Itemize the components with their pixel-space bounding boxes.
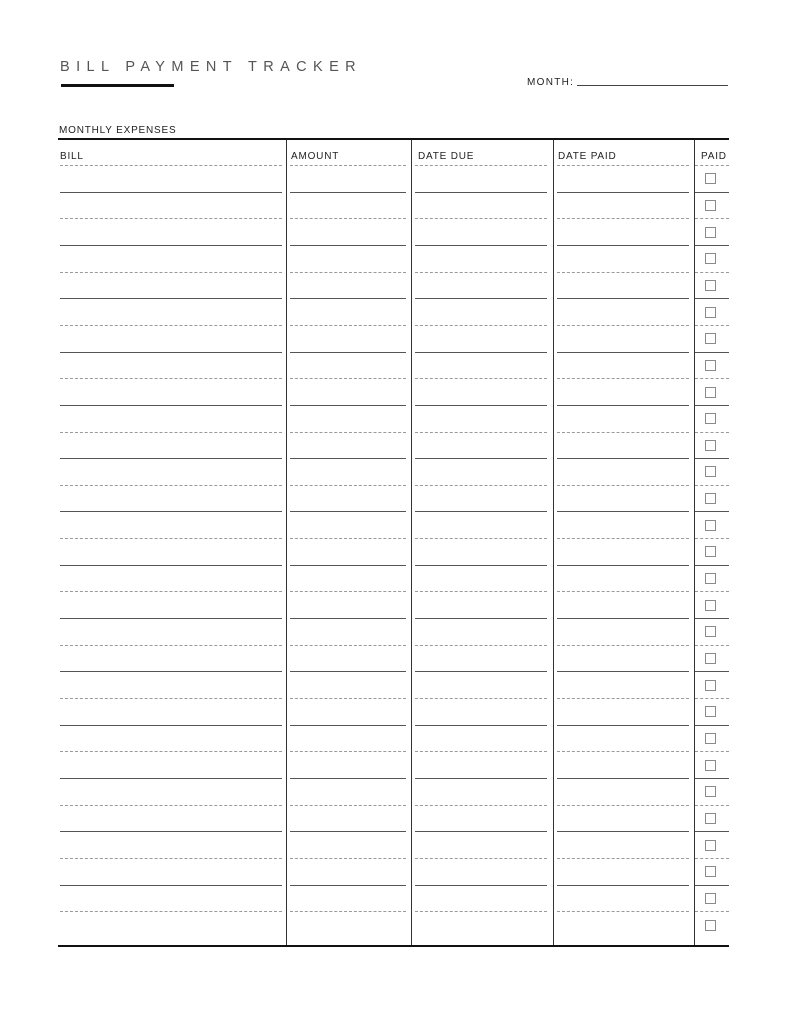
row-writing-line[interactable] — [60, 352, 282, 353]
paid-checkbox[interactable] — [705, 227, 716, 238]
row-dashed-rule — [415, 218, 547, 219]
row-writing-line[interactable] — [290, 618, 406, 619]
paid-column-rule — [695, 645, 729, 646]
row-writing-line[interactable] — [415, 618, 547, 619]
column-divider — [694, 140, 695, 945]
row-dashed-rule — [60, 698, 282, 699]
row-writing-line[interactable] — [60, 725, 282, 726]
row-dashed-rule — [60, 911, 282, 912]
title-underline — [61, 84, 174, 87]
column-divider — [553, 140, 554, 945]
paid-column-rule — [695, 378, 729, 379]
row-writing-line[interactable] — [557, 831, 689, 832]
row-dashed-rule — [415, 538, 547, 539]
paid-column-rule — [695, 405, 729, 406]
row-writing-line[interactable] — [60, 565, 282, 566]
row-dashed-rule — [415, 378, 547, 379]
row-dashed-rule — [290, 325, 406, 326]
row-dashed-rule — [290, 165, 406, 166]
row-dashed-rule — [557, 751, 689, 752]
row-dashed-rule — [415, 858, 547, 859]
paid-checkbox[interactable] — [705, 307, 716, 318]
row-dashed-rule — [290, 538, 406, 539]
row-dashed-rule — [60, 432, 282, 433]
row-writing-line[interactable] — [415, 778, 547, 779]
paid-column-rule — [695, 511, 729, 512]
row-writing-line[interactable] — [290, 778, 406, 779]
row-writing-line[interactable] — [557, 245, 689, 246]
paid-checkbox[interactable] — [705, 546, 716, 557]
row-dashed-rule — [60, 805, 282, 806]
row-dashed-rule — [557, 645, 689, 646]
paid-column-rule — [695, 831, 729, 832]
row-dashed-rule — [557, 325, 689, 326]
section-label: MONTHLY EXPENSES — [59, 125, 177, 136]
row-writing-line[interactable] — [557, 298, 689, 299]
row-dashed-rule — [290, 698, 406, 699]
row-dashed-rule — [557, 432, 689, 433]
paid-column-rule — [695, 245, 729, 246]
paid-column-rule — [695, 352, 729, 353]
paid-checkbox[interactable] — [705, 493, 716, 504]
paid-column-rule — [695, 325, 729, 326]
row-dashed-rule — [557, 378, 689, 379]
row-dashed-rule — [290, 911, 406, 912]
row-writing-line[interactable] — [557, 511, 689, 512]
paid-checkbox[interactable] — [705, 920, 716, 931]
row-dashed-rule — [415, 272, 547, 273]
row-writing-line[interactable] — [290, 458, 406, 459]
row-writing-line[interactable] — [290, 511, 406, 512]
row-dashed-rule — [60, 218, 282, 219]
row-dashed-rule — [290, 485, 406, 486]
row-writing-line[interactable] — [60, 671, 282, 672]
paid-column-rule — [695, 751, 729, 752]
row-writing-line[interactable] — [290, 831, 406, 832]
row-dashed-rule — [415, 645, 547, 646]
row-dashed-rule — [290, 218, 406, 219]
paid-checkbox[interactable] — [705, 813, 716, 824]
paid-column-rule — [695, 165, 729, 166]
row-writing-line[interactable] — [557, 565, 689, 566]
column-header-date-paid: DATE PAID — [558, 151, 617, 162]
expenses-table — [58, 138, 729, 947]
row-writing-line[interactable] — [290, 298, 406, 299]
row-writing-line[interactable] — [60, 458, 282, 459]
row-dashed-rule — [415, 432, 547, 433]
paid-checkbox[interactable] — [705, 733, 716, 744]
row-writing-line[interactable] — [415, 458, 547, 459]
column-header-paid: PAID — [701, 151, 727, 162]
paid-column-rule — [695, 671, 729, 672]
row-dashed-rule — [60, 272, 282, 273]
row-dashed-rule — [290, 645, 406, 646]
paid-checkbox[interactable] — [705, 840, 716, 851]
row-writing-line[interactable] — [290, 405, 406, 406]
row-dashed-rule — [290, 272, 406, 273]
column-header-date-due: DATE DUE — [418, 151, 475, 162]
row-dashed-rule — [60, 485, 282, 486]
paid-checkbox[interactable] — [705, 786, 716, 797]
row-dashed-rule — [557, 272, 689, 273]
paid-column-rule — [695, 565, 729, 566]
paid-column-rule — [695, 591, 729, 592]
row-writing-line[interactable] — [557, 778, 689, 779]
row-dashed-rule — [60, 858, 282, 859]
paid-column-rule — [695, 618, 729, 619]
paid-checkbox[interactable] — [705, 600, 716, 611]
table-top-rule — [58, 138, 729, 140]
row-dashed-rule — [557, 165, 689, 166]
row-writing-line[interactable] — [290, 671, 406, 672]
paid-column-rule — [695, 458, 729, 459]
row-dashed-rule — [290, 378, 406, 379]
paid-checkbox[interactable] — [705, 440, 716, 451]
row-writing-line[interactable] — [415, 831, 547, 832]
row-writing-line[interactable] — [415, 352, 547, 353]
row-writing-line[interactable] — [60, 885, 282, 886]
paid-checkbox[interactable] — [705, 466, 716, 477]
row-dashed-rule — [60, 751, 282, 752]
row-writing-line[interactable] — [290, 192, 406, 193]
row-writing-line[interactable] — [557, 405, 689, 406]
row-dashed-rule — [415, 911, 547, 912]
paid-column-rule — [695, 805, 729, 806]
paid-column-rule — [695, 272, 729, 273]
row-dashed-rule — [557, 538, 689, 539]
paid-column-rule — [695, 885, 729, 886]
row-dashed-rule — [290, 591, 406, 592]
row-writing-line[interactable] — [415, 298, 547, 299]
paid-checkbox[interactable] — [705, 280, 716, 291]
row-writing-line[interactable] — [557, 192, 689, 193]
row-dashed-rule — [415, 751, 547, 752]
row-dashed-rule — [60, 591, 282, 592]
paid-checkbox[interactable] — [705, 653, 716, 664]
row-writing-line[interactable] — [415, 245, 547, 246]
paid-checkbox[interactable] — [705, 626, 716, 637]
row-writing-line[interactable] — [60, 405, 282, 406]
row-writing-line[interactable] — [60, 298, 282, 299]
paid-column-rule — [695, 911, 729, 912]
row-writing-line[interactable] — [415, 511, 547, 512]
row-writing-line[interactable] — [290, 885, 406, 886]
row-dashed-rule — [290, 858, 406, 859]
paid-checkbox[interactable] — [705, 866, 716, 877]
row-writing-line[interactable] — [290, 725, 406, 726]
row-writing-line[interactable] — [60, 778, 282, 779]
row-dashed-rule — [557, 911, 689, 912]
row-writing-line[interactable] — [557, 885, 689, 886]
row-dashed-rule — [415, 165, 547, 166]
row-writing-line[interactable] — [415, 885, 547, 886]
row-writing-line[interactable] — [415, 405, 547, 406]
row-dashed-rule — [415, 805, 547, 806]
row-writing-line[interactable] — [415, 192, 547, 193]
column-divider — [411, 140, 412, 945]
row-dashed-rule — [557, 805, 689, 806]
paid-column-rule — [695, 725, 729, 726]
row-dashed-rule — [60, 325, 282, 326]
paid-checkbox[interactable] — [705, 173, 716, 184]
paid-column-rule — [695, 218, 729, 219]
row-writing-line[interactable] — [415, 671, 547, 672]
paid-checkbox[interactable] — [705, 200, 716, 211]
row-dashed-rule — [557, 485, 689, 486]
row-dashed-rule — [290, 432, 406, 433]
paid-column-rule — [695, 698, 729, 699]
paid-checkbox[interactable] — [705, 253, 716, 264]
row-writing-line[interactable] — [415, 725, 547, 726]
paid-checkbox[interactable] — [705, 573, 716, 584]
row-dashed-rule — [415, 591, 547, 592]
paid-column-rule — [695, 192, 729, 193]
page-title: BILL PAYMENT TRACKER — [60, 59, 363, 75]
paid-checkbox[interactable] — [705, 680, 716, 691]
paid-column-rule — [695, 778, 729, 779]
column-divider — [286, 140, 287, 945]
row-writing-line[interactable] — [557, 725, 689, 726]
row-dashed-rule — [60, 165, 282, 166]
month-label: MONTH: — [527, 77, 575, 88]
column-header-bill: BILL — [60, 151, 84, 162]
row-dashed-rule — [60, 645, 282, 646]
row-writing-line[interactable] — [60, 245, 282, 246]
table-bottom-rule — [58, 945, 729, 947]
row-writing-line[interactable] — [60, 192, 282, 193]
row-writing-line[interactable] — [557, 458, 689, 459]
month-input-line[interactable] — [577, 85, 728, 86]
paid-column-rule — [695, 432, 729, 433]
row-dashed-rule — [60, 538, 282, 539]
row-writing-line[interactable] — [290, 565, 406, 566]
paid-column-rule — [695, 538, 729, 539]
row-dashed-rule — [290, 805, 406, 806]
row-dashed-rule — [557, 218, 689, 219]
paid-checkbox[interactable] — [705, 413, 716, 424]
row-writing-line[interactable] — [557, 618, 689, 619]
row-dashed-rule — [60, 378, 282, 379]
row-writing-line[interactable] — [60, 831, 282, 832]
paid-checkbox[interactable] — [705, 706, 716, 717]
row-dashed-rule — [415, 325, 547, 326]
row-writing-line[interactable] — [415, 565, 547, 566]
paid-checkbox[interactable] — [705, 360, 716, 371]
row-writing-line[interactable] — [60, 511, 282, 512]
column-header-amount: AMOUNT — [291, 151, 340, 162]
paid-checkbox[interactable] — [705, 520, 716, 531]
row-dashed-rule — [290, 751, 406, 752]
row-dashed-rule — [557, 698, 689, 699]
paid-checkbox[interactable] — [705, 387, 716, 398]
row-writing-line[interactable] — [290, 352, 406, 353]
row-dashed-rule — [557, 858, 689, 859]
row-dashed-rule — [415, 698, 547, 699]
paid-checkbox[interactable] — [705, 760, 716, 771]
paid-checkbox[interactable] — [705, 893, 716, 904]
paid-column-rule — [695, 298, 729, 299]
row-writing-line[interactable] — [290, 245, 406, 246]
paid-column-rule — [695, 858, 729, 859]
row-writing-line[interactable] — [60, 618, 282, 619]
row-dashed-rule — [557, 591, 689, 592]
row-dashed-rule — [415, 485, 547, 486]
row-writing-line[interactable] — [557, 671, 689, 672]
paid-column-rule — [695, 485, 729, 486]
paid-checkbox[interactable] — [705, 333, 716, 344]
row-writing-line[interactable] — [557, 352, 689, 353]
